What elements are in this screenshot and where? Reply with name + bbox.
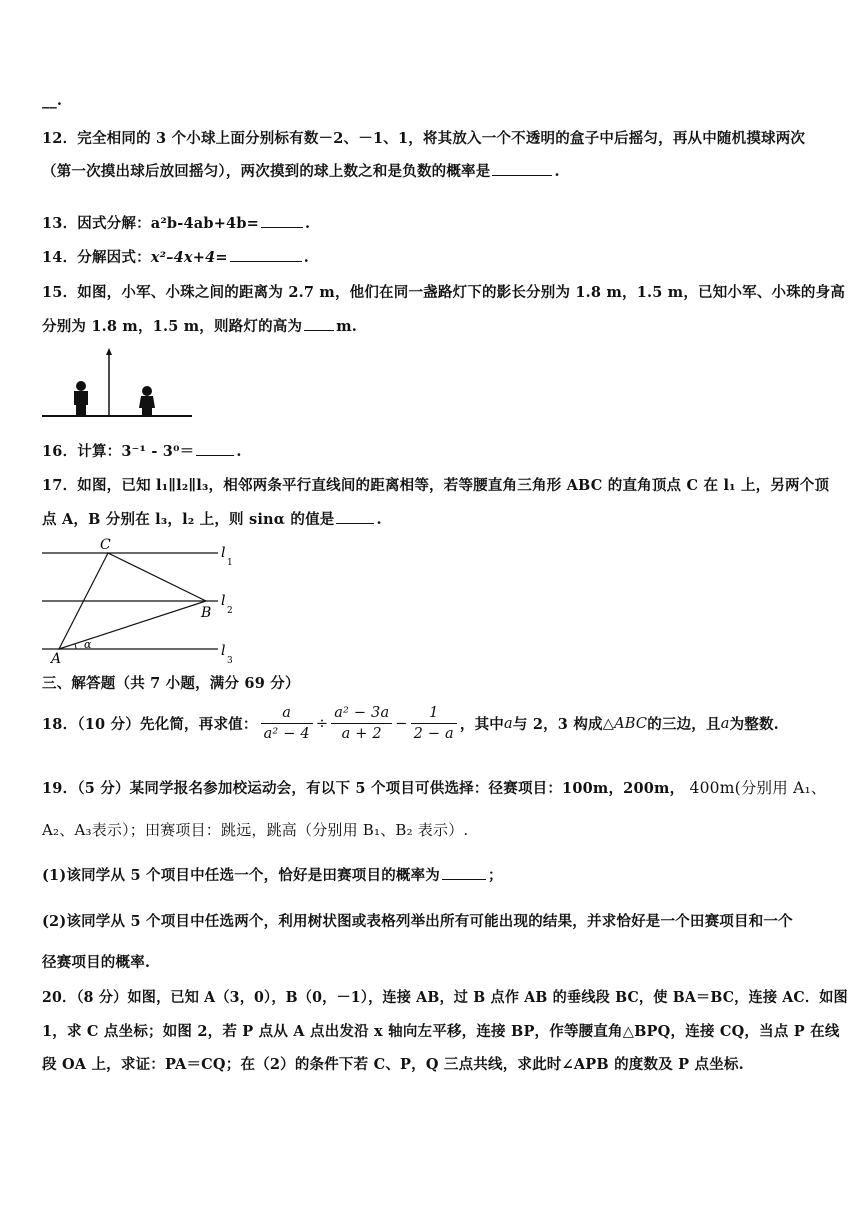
q19-part2-line1: (2)该同学从 5 个项目中任选两个，利用树状图或表格列举出所有可能出现的结果，并求恰好是一个田赛项目和一个: [42, 913, 793, 930]
streetlight-lamp: [106, 348, 112, 355]
q14-answer-blank: [230, 260, 302, 262]
q12-answer-blank: [492, 174, 552, 176]
q17-line2-text: 点 A，B 分别在 l₃，l₂ 上，则 sinα 的值是: [42, 511, 335, 528]
q18-line: [42, 705, 779, 742]
q20-line1: 20．（8 分）如图，已知 A（3，0），B（0，－1），连接 AB，过 B 点作 AB 的垂线段 BC，使 BA＝BC，连接 AC．如图: [42, 989, 848, 1006]
q15-line1: 15．如图，小军、小珠之间的距离为 2.7 m，他们在同一盏路灯下的影长分别为 1.8 m，1.5 m，已知小军、小珠的身高: [42, 284, 846, 301]
q18-fraction-2: [331, 705, 392, 742]
q17-line1: 17．如图，已知 l₁∥l₂∥l₃，相邻两条平行直线间的距离相等，若等腰直角三角形 ABC 的直角顶点 C 在 l₁ 上，另两个顶: [42, 477, 830, 494]
angle-alpha-arc: [75, 644, 76, 649]
q18-suffix-a: ，其中: [459, 716, 505, 733]
q13-line: 13．因式分解：a²b-4ab+4b= .: [42, 215, 311, 232]
section-3-heading: 三、解答题（共 7 小题，满分 69 分）: [42, 675, 300, 692]
label-b: B: [201, 605, 212, 621]
q20-line2: 1，求 C 点坐标；如图 2，若 P 点从 A 点出发沿 x 轴向左平移，连接 BP，作等腰直角△BPQ，连接 CQ，当点 P 在线: [42, 1023, 840, 1040]
q15-answer-blank: [304, 329, 334, 331]
q13-text: 13．因式分解：a²b-4ab+4b=: [42, 215, 260, 232]
q18-var-a2: a: [720, 715, 730, 732]
q12-line2-text: （第一次摸出球后放回摇匀），两次摸到的球上数之和是负数的概率是: [42, 163, 491, 180]
q18-minus: −: [395, 715, 408, 732]
label-l3: l: [221, 643, 226, 659]
q19-line2: A₂、A₃表示）；田赛项目：跳远，跳高（分别用 B₁、B₂ 表示）.: [42, 821, 469, 839]
q18-suffix-c: 的三边，且: [647, 716, 721, 733]
label-l1: l: [221, 545, 226, 561]
q15-figure: [40, 345, 195, 420]
q18-fraction-3: [411, 705, 457, 742]
q16-line: 16．计算：3⁻¹ - 3⁰＝ .: [42, 443, 242, 460]
q15-line2: [42, 315, 357, 336]
q18-f3-den: 2 − a: [413, 726, 454, 742]
q19-part2-line2: 径赛项目的概率.: [42, 954, 151, 971]
q18-f1-num: a: [261, 705, 313, 724]
q17-answer-blank: [336, 522, 374, 524]
person-xiaojun-icon: [74, 381, 88, 415]
q18-var-a: a: [504, 715, 513, 732]
q18-fraction-1: [261, 705, 313, 742]
label-l3-sub: 3: [227, 656, 233, 665]
label-l1-sub: 1: [227, 558, 233, 568]
q19-part1-end: ；: [488, 867, 503, 884]
q16-text: 16．计算：3⁻¹ - 3⁰＝: [42, 443, 195, 460]
q19-part1: [42, 864, 503, 885]
q14-expr: x²–4x+4=: [150, 249, 228, 266]
q15-unit: m.: [336, 318, 357, 335]
q17-line2: 点 A，B 分别在 l₃，l₂ 上，则 sinα 的值是 .: [42, 511, 382, 528]
label-alpha: α: [84, 638, 92, 651]
label-l2-sub: 2: [227, 606, 233, 616]
q19-line1-text: 19．（5 分）某同学报名参加校运动会，有以下 5 个项目可供选择：径赛项目：100m，200m，: [42, 780, 685, 797]
q16-answer-blank: [196, 454, 234, 456]
q13-answer-blank: [261, 226, 303, 228]
q18-suffix-d: 为整数.: [729, 716, 779, 733]
q18-f1-den: a² − 4: [263, 726, 310, 742]
q18-suffix-b: 与 2，3 构成: [512, 716, 603, 733]
q14-line: 14．分解因式：x²–4x+4= .: [42, 249, 309, 266]
q18-f2-num: a² − 3a: [331, 705, 392, 724]
q12-line2: （第一次摸出球后放回摇匀），两次摸到的球上数之和是负数的概率是 .: [42, 163, 560, 180]
q19-part1-text: (1)该同学从 5 个项目中任选一个，恰好是田赛项目的概率为: [42, 867, 440, 884]
q18-prefix: 18．（10 分）先化简，再求值：: [42, 716, 258, 733]
q14-label: 14．分解因式：: [42, 249, 151, 266]
q18-div: ÷: [315, 715, 329, 732]
q18-triangle: △ABC: [602, 715, 648, 732]
q20-line3: 段 OA 上，求证：PA＝CQ；在（2）的条件下若 C、P，Q 三点共线，求此时∠APB 的度数及 P 点坐标.: [42, 1056, 744, 1073]
q19-line1: [42, 776, 827, 798]
q19-line1-tail: 400m(分别用 A₁、: [689, 779, 827, 797]
q12-line1: 12．完全相同的 3 个小球上面分别标有数－2、－1、1，将其放入一个不透明的盒子中后摇匀，再从中随机摸球两次: [42, 130, 806, 147]
top-mark: __.: [42, 92, 63, 109]
q19-part1-answer-blank: [442, 878, 486, 880]
label-c: C: [100, 537, 111, 553]
q18-f2-den: a + 2: [341, 726, 382, 742]
label-a: A: [51, 651, 62, 665]
q18-f3-num: 1: [411, 705, 457, 724]
person-xiaozhu-icon: [139, 386, 155, 415]
q17-figure: [38, 535, 238, 665]
label-l2: l: [221, 593, 226, 609]
q15-line2-text: 分别为 1.8 m，1.5 m，则路灯的高为: [42, 318, 303, 335]
